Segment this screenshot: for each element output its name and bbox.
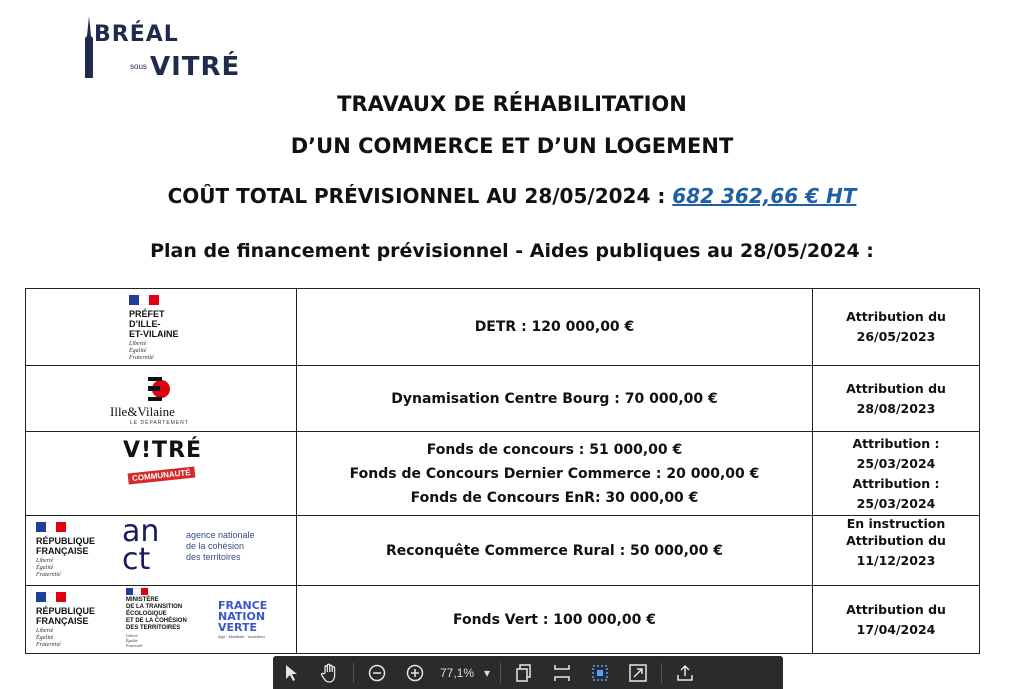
table-row	[26, 365, 979, 431]
status-line: Attribution : 25/03/2024	[852, 476, 940, 511]
pdf-viewer-toolbar	[273, 656, 783, 689]
status-line: Attribution du	[846, 380, 946, 396]
zoom-in-button[interactable]	[396, 656, 434, 689]
expand-icon	[629, 664, 647, 682]
funder-logo-cell	[26, 516, 297, 585]
status-line: 28/08/2023	[856, 400, 936, 416]
funder-logo-cell	[26, 366, 297, 431]
republique-motto: Liberté Égalité Fraternité	[36, 558, 61, 578]
marianne-flag-icon	[126, 588, 148, 595]
aid-cell	[297, 289, 813, 365]
status-line: 11/12/2023	[856, 552, 936, 568]
republique-francaise-text: RÉPUBLIQUE FRANÇAISE	[36, 606, 96, 626]
toolbar-divider	[353, 663, 354, 683]
aid-line: Fonds de Concours EnR: 30 000,00 €	[410, 489, 699, 506]
status-line: Attribution du	[846, 532, 946, 548]
total-cost-amount[interactable]: 682 362,66 € HT	[672, 184, 857, 208]
table-row	[26, 289, 979, 365]
funder-logo-cell	[26, 289, 297, 365]
table-row	[26, 515, 979, 585]
table-row	[26, 585, 979, 653]
zoom-out-button[interactable]	[358, 656, 396, 689]
ille-et-vilaine-sub: LE DÉPARTEMENT	[130, 420, 189, 426]
status-line: Attribution du	[846, 309, 946, 324]
republique-francaise-text: RÉPUBLIQUE FRANÇAISE	[36, 536, 96, 556]
status-cell	[813, 289, 979, 365]
zoom-in-icon	[406, 664, 424, 682]
logo-line1: BRÉAL	[94, 22, 179, 47]
zoom-out-icon	[368, 664, 386, 682]
title-line-2: D’UN COMMERCE ET D’UN LOGEMENT	[290, 134, 734, 158]
ministry-text: MINISTÈRE DE LA TRANSITION ÉCOLOGIQUE ET DE LA COHÉSION DES TERRITOIRES	[126, 597, 187, 631]
prefet-logo-text: PRÉFET D’ILLE- ET-VILAINE	[129, 309, 179, 339]
total-cost-label: COÛT TOTAL PRÉVISIONNEL AU 28/05/2024 :	[167, 184, 673, 208]
toolbar-divider	[661, 663, 662, 683]
france-nation-verte-sub: Agir · Mobiliser · Accélérer	[218, 634, 265, 639]
table-row	[26, 431, 979, 531]
status-line: En instruction	[846, 516, 946, 531]
breal-sous-vitre-logo	[78, 14, 241, 82]
aid-cell	[297, 366, 813, 431]
logo-line2: VITRÉ	[150, 52, 241, 82]
zoom-level-select[interactable]	[434, 666, 496, 680]
marquee-select-button[interactable]	[581, 656, 619, 689]
aid-cell	[297, 586, 813, 653]
ministry-motto: Liberté Égalité Fraternité	[126, 633, 143, 648]
financing-table	[25, 288, 980, 654]
full-screen-button[interactable]	[619, 656, 657, 689]
logo-small: sous	[130, 62, 147, 71]
pages-icon	[516, 664, 532, 682]
status-cell	[813, 516, 979, 585]
fit-page-icon	[554, 664, 570, 682]
cursor-arrow-icon	[285, 664, 299, 682]
total-cost	[0, 184, 1024, 208]
marianne-flag-icon	[36, 592, 66, 602]
hand-icon	[321, 663, 339, 683]
ille-et-vilaine-name: Ille&Vilaine	[110, 404, 175, 419]
status-cell	[813, 432, 979, 531]
marquee-select-icon	[591, 664, 609, 682]
select-tool-button[interactable]	[273, 656, 311, 689]
upload-icon	[676, 664, 694, 682]
status-line: 26/05/2023	[856, 329, 936, 344]
status-cell	[813, 586, 979, 653]
aid-line: Dynamisation Centre Bourg : 70 000,00 €	[391, 390, 718, 407]
ille-et-vilaine-emblem-icon	[144, 374, 174, 404]
status-cell	[813, 366, 979, 431]
vitre-communaute-name: V!TRÉ	[123, 438, 203, 463]
share-button[interactable]	[666, 656, 704, 689]
status-line: Attribution : 25/03/2024	[852, 436, 940, 471]
financing-plan-heading: Plan de financement prévisionnel - Aides publiques au 28/05/2024 :	[150, 240, 874, 262]
title-line-1: TRAVAUX DE RÉHABILITATION	[337, 92, 687, 116]
funder-logo-cell	[26, 586, 297, 653]
republique-motto: Liberté Égalité Fraternité	[36, 628, 61, 648]
aid-line: Fonds de Concours Dernier Commerce : 20 000,00 €	[349, 465, 760, 482]
zoom-level-value: 77,1%	[440, 665, 475, 680]
prefet-logo-motto: Liberté Égalité Fraternité	[129, 341, 154, 361]
marianne-flag-icon	[36, 522, 66, 532]
anct-text: agence nationale de la cohésion des territoires	[186, 530, 255, 562]
aid-cell	[297, 432, 813, 515]
chevron-down-icon: ▾	[483, 665, 490, 680]
aid-line: Fonds Vert : 100 000,00 €	[452, 611, 657, 628]
anct-logo: an ct	[122, 514, 160, 577]
aid-cell	[297, 516, 813, 585]
status-line: 17/04/2024	[856, 621, 936, 637]
vitre-communaute-band: COMMUNAUTÉ	[128, 467, 195, 485]
fit-page-button[interactable]	[543, 656, 581, 689]
marianne-flag-icon	[129, 295, 159, 305]
france-nation-verte-logo: FRANCE NATION VERTE	[218, 599, 268, 634]
aid-line: DETR : 120 000,00 €	[474, 319, 635, 335]
aid-line: Fonds de concours : 51 000,00 €	[426, 441, 683, 458]
status-line: Attribution du	[846, 601, 946, 617]
funder-logo-cell	[26, 432, 297, 515]
toolbar-divider	[500, 663, 501, 683]
hand-tool-button[interactable]	[311, 656, 349, 689]
page-view-button[interactable]	[505, 656, 543, 689]
aid-line: Reconquête Commerce Rural : 50 000,00 €	[385, 542, 724, 559]
